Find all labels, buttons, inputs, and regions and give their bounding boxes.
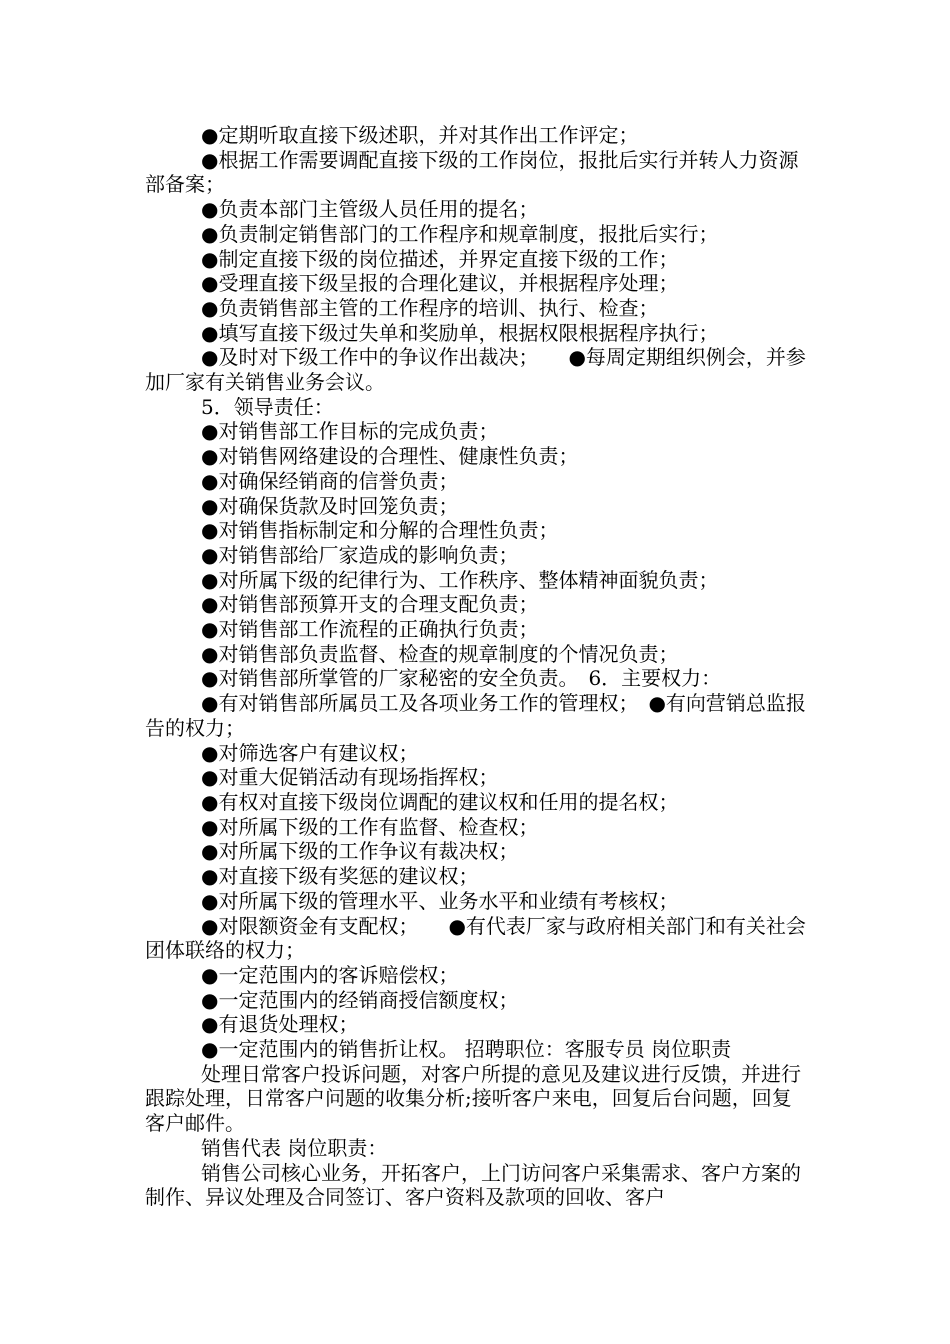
paragraph: ●有对销售部所属员工及各项业务工作的管理权； ●有向营销总监报告的权力； <box>145 691 806 740</box>
paragraph: ●受理直接下级呈报的合理化建议，并根据程序处理； <box>201 271 679 296</box>
document-body <box>145 123 810 1210</box>
paragraph: ●对重大促销活动有现场指挥权； <box>201 765 499 790</box>
paragraph: 销售公司核心业务，开拓客户，上门访问客户采集需求、客户方案的制作、异议处理及合同签订、客户资料及款项的回收、客户 <box>145 1160 801 1210</box>
paragraph: ●对确保货款及时回笼负责； <box>201 493 459 518</box>
paragraph: ●对销售部预算开支的合理支配负责； <box>201 592 539 617</box>
paragraph: ●对销售部工作流程的正确执行负责； <box>201 617 539 642</box>
paragraph: ●一定范围内的销售折让权。 招聘职位：客服专员 岗位职责 <box>201 1037 732 1062</box>
paragraph: ●对销售部给厂家造成的影响负责； <box>201 542 519 567</box>
paragraph: ●定期听取直接下级述职，并对其作出工作评定； <box>201 123 639 147</box>
paragraph: ●有权对直接下级岗位调配的建议权和任用的提名权； <box>201 789 679 814</box>
section-heading: 销售代表 岗位职责： <box>201 1135 388 1160</box>
paragraph: ●对限额资金有支配权； ●有代表厂家与政府相关部门和有关社会团体联络的权力； <box>145 913 806 963</box>
paragraph: ●填写直接下级过失单和奖励单，根据权限根据程序执行； <box>201 320 719 345</box>
paragraph: ●对销售部所掌管的厂家秘密的安全负责。 6．主要权力： <box>201 666 722 691</box>
paragraph: ●对直接下级有奖惩的建议权； <box>201 864 479 889</box>
paragraph: ●有退货处理权； <box>201 1012 359 1037</box>
paragraph: ●对销售网络建设的合理性、健康性负责； <box>201 444 579 469</box>
paragraph: ●负责制定销售部门的工作程序和规章制度，报批后实行； <box>201 221 719 246</box>
paragraph: ●根据工作需要调配直接下级的工作岗位，报批后实行并转人力资源部备案； <box>145 147 799 197</box>
paragraph: ●对销售指标制定和分解的合理性负责； <box>201 518 559 543</box>
paragraph: ●一定范围内的经销商授信额度权； <box>201 987 519 1012</box>
paragraph: ●对销售部负责监督、检查的规章制度的个情况负责； <box>201 641 679 666</box>
paragraph: ●对所属下级的工作有监督、检查权； <box>201 814 539 839</box>
paragraph: ●一定范围内的客诉赔偿权； <box>201 962 459 987</box>
paragraph: ●制定直接下级的岗位描述，并界定直接下级的工作； <box>201 246 679 271</box>
paragraph: ●对所属下级的纪律行为、工作秩序、整体精神面貌负责； <box>201 567 719 592</box>
paragraph: ●及时对下级工作中的争议作出裁决； ●每周定期组织例会，并参加厂家有关销售业务会议。 <box>145 345 806 395</box>
section-heading: 5．领导责任： <box>201 394 334 419</box>
paragraph: ●负责销售部主管的工作程序的培训、执行、检查； <box>201 295 659 320</box>
paragraph: ●对筛选客户有建议权； <box>201 740 419 765</box>
paragraph: 处理日常客户投诉问题，对客户所提的意见及建议进行反馈，并进行跟踪处理，日常客户问题的收集分析;接听客户来电，回复后台问题，回复客户邮件。 <box>145 1061 801 1136</box>
paragraph: ●对所属下级的工作争议有裁决权； <box>201 839 519 864</box>
paragraph: ●对销售部工作目标的完成负责； <box>201 419 499 444</box>
paragraph: ●对确保经销商的信誉负责； <box>201 468 459 493</box>
paragraph: ●负责本部门主管级人员任用的提名； <box>201 197 539 222</box>
paragraph: ●对所属下级的管理水平、业务水平和业绩有考核权； <box>201 888 679 913</box>
